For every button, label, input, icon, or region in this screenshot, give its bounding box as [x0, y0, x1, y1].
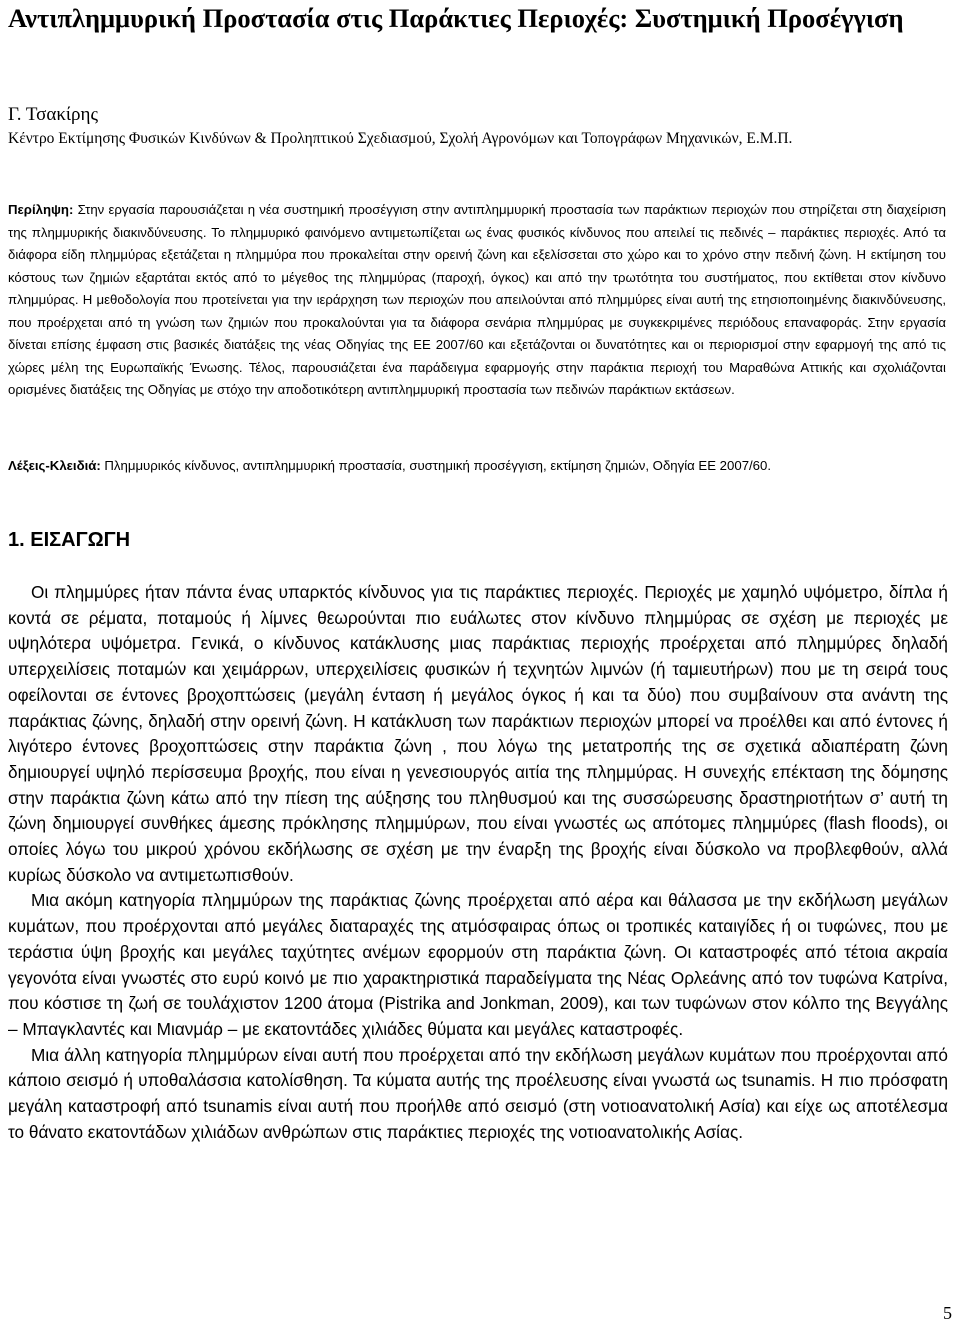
page-number: 5 [943, 1303, 952, 1323]
paragraph: Μια ακόμη κατηγορία πλημμύρων της παράκτιας ζώνης προέρχεται από αέρα και θάλασσα με την εκδήλωση μεγάλων κυμάτων, που προέρχονται από μεγάλες διαταραχές της ατμόσφαιρας όπως οι τροπικές καταιγίδες ή οι τυφώνες, που με τεράστια ύψη βροχής και μεγάλες ταχύτητες ανέμων εφορμούν στη παράκτια ζώνη. Οι καταστροφές από τέτοια ακραία γεγονότα είναι γνωστές στο ευρύ κοινό με πιο χαρακτηριστικά παραδείγματα της Νέας Ορλεάνης από τον τυφώνα Κατρίνα, που κόστισε τη ζωή σε τουλάχιστον 1200 άτομα (Pistrika and Jonkman, 2009), και των τυφώνων στον κόλπο της Βεγγάλης – Μπαγκλαντές και Μιανμάρ – με εκατοντάδες χιλιάδες θύματα και μεγάλες καταστροφές. [8, 890, 948, 1039]
abstract [8, 199, 946, 402]
section-body [8, 580, 948, 1145]
author-affiliation: Κέντρο Εκτίμησης Φυσικών Κινδύνων & Προληπτικού Σχεδιασμού, Σχολή Αγρονόμων και Τοπογράφων Μηχανικών, Ε.Μ.Π. [8, 130, 793, 147]
paragraph: Οι πλημμύρες ήταν πάντα ένας υπαρκτός κίνδυνος για τις παράκτιες περιοχές. Περιοχές με χαμηλό υψόμετρο, δίπλα ή κοντά σε ρέματα, ποταμούς ή λίμνες θεωρούνται πιο ευάλωτες στον κίνδυνο πλημμύρας σε σχέση με περιοχές με υψηλότερα υψόμετρα. Γενικά, ο κίνδυνος κατάκλυσης μιας παράκτιας περιοχής προέρχεται από πλημμύρες δηλαδή υπερχειλίσεις ποταμών και χειμάρρων, υπερχειλίσεις φυσικών ή τεχνητών λιμνών (ή ταμιευτήρων) που με τη σειρά τους οφείλονται σε έντονες βροχοπτώσεις (μεγάλη ένταση ή μεγάλος όγκος ή και τα δύο) που συμβαίνουν στα ανάντη της παράκτιας ζώνης, δηλαδή στην ορεινή ζώνη. Η κατάκλυση των παράκτιων περιοχών μπορεί να προέλθει και από έντονες ή λιγότερο έντονες βροχοπτώσεις στην παράκτια ζώνη , που λόγω της μετατροπής της σε σχετικά αδιαπέρατη ζώνη δημιουργεί υψηλό περίσσευμα βροχής, που είναι η γενεσιουργός αιτία της πλημμύρας. Η συνεχής επέκταση της δόμησης στην παράκτια ζώνη κάτω από την πίεση της αύξησης του πληθυσμού και της συσσώρευσης δραστηριοτήτων σ’ αυτή τη ζώνη δημιουργεί συνθήκες άμεσης πρόκλησης πλημμύρων, που είναι γνωστές ως απότομες πλημμύρες (flash floods), οι οποίες λόγω του μικρού χρόνου εκδήλωσης σε σχέση με την έναρξη της βροχής είναι δύσκολο να προβλεφθούν, αλλά κυρίως δύσκολο να αντιμετωπισθούν. [8, 582, 948, 885]
author-name: Γ. Τσακίρης [8, 104, 98, 125]
abstract-label: Περίληψη: [8, 202, 74, 217]
keywords-text: Πλημμυρικός κίνδυνος, αντιπλημμυρική προστασία, συστημική προσέγγιση, εκτίμηση ζημιών, Οδηγία ΕΕ 2007/60. [104, 458, 772, 473]
paragraph: Μια άλλη κατηγορία πλημμύρων είναι αυτή που προέρχεται από την εκδήλωση μεγάλων κυμάτων που προέρχονται από κάποιο σεισμό ή υποθαλάσσια κατολίσθηση. Τα κύματα αυτής της προέλευσης είναι γνωστά ως tsunamis. Η πιο πρόσφατη μεγάλη καταστροφή από tsunamis είναι αυτή που προήλθε από σεισμό (στη νοτιοανατολική Ασία) και είχε ως αποτέλεσμα το θάνατο εκατοντάδων χιλιάδων ανθρώπων στις παράκτιες περιοχές της νοτιοανατολικής Ασίας. [8, 1044, 948, 1142]
section-heading: 1. ΕΙΣΑΓΩΓΗ [8, 529, 131, 551]
paper-title: Αντιπλημμυρική Προστασία στις Παράκτιες Περιοχές: Συστημική Προσέγγιση [8, 3, 904, 33]
keywords [8, 455, 948, 477]
keywords-label: Λέξεις-Κλειδιά: [8, 458, 101, 473]
abstract-text: Στην εργασία παρουσιάζεται η νέα συστημική προσέγγιση στην αντιπλημμυρική προστασία των παράκτιων περιοχών που στηρίζεται στη διαχείριση της πλημμυρικής διακινδύνευσης. Το πλημμυρικό φαινόμενο αντιμετωπίζεται ως ένας φυσικός κίνδυνος που απειλεί τις πεδινές – παράκτιες περιοχές. Από τα διάφορα είδη πλημμύρας εξετάζεται η πλημμύρα που προκαλείται στην ορεινή ζώνη και εξελίσσεται στο χώρο και το χρόνο στην πεδινή ζώνη. Η εκτίμηση του κόστους των ζημιών εξαρτάται εκτός από το μέγεθος της πλημμύρας (παροχή, όγκος) και από την τρωτότητα του συστήματος, που εκτίθεται στον κίνδυνο πλημμύρας. Η μεθοδολογία που προτείνεται για την ιεράρχηση των περιοχών που απειλούνται από πλημμύρες είναι αυτή της ετησιοποιημένης διακινδύνευσης, που προέρχεται από τη γνώση των ζημιών που προκαλούνται για τα διάφορα σενάρια πλημμύρας με συγκεκριμένες περιόδους επαναφοράς. Στην εργασία δίνεται επίσης έμφαση στις βασικές διατάξεις της νέας Οδηγίας της ΕΕ 2007/60 και εξετάζονται οι δυνατότητες και οι περιορισμοί στην εφαρμογή της από τις χώρες μέλη της Ευρωπαϊκής Ένωσης. Τέλος, παρουσιάζεται ένα παράδειγμα εφαρμογής στην παράκτια περιοχή του Μαραθώνα Αττικής και σχολιάζονται ορισμένες διατάξεις της Οδηγίας με στόχο την αποδοτικότερη αντιπλημμυρική προστασία των πεδινών παράκτιων εκτάσεων. [8, 202, 946, 397]
